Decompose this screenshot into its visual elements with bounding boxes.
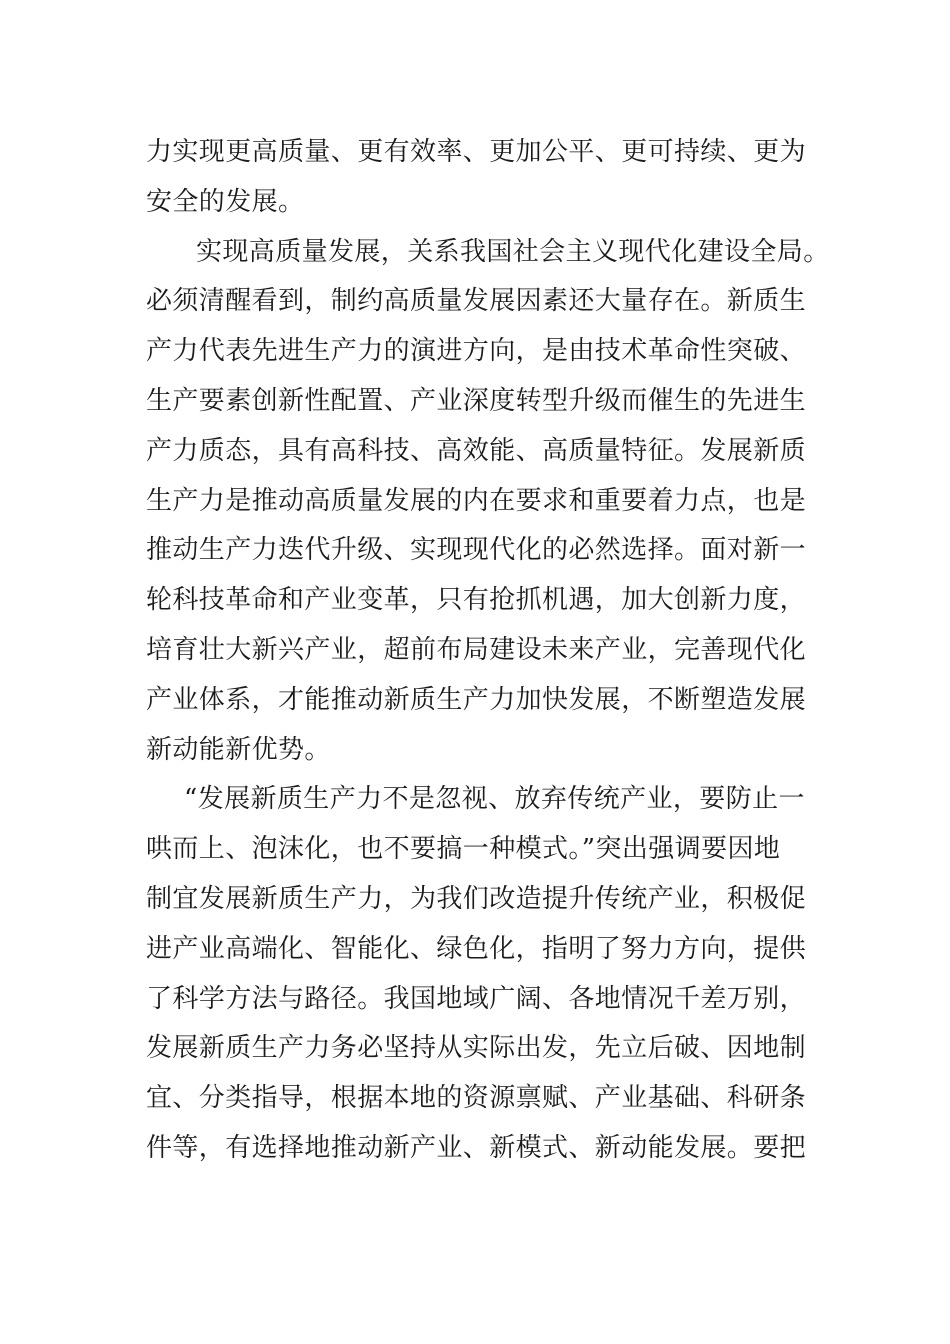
- text-line: 产力代表先进生产力的演进方向，是由技术革命性突破、: [146, 336, 807, 367]
- text-line: 生产要素创新性配置、产业深度转型升级而催生的先进生: [146, 385, 807, 416]
- text-line: 培育壮大新兴产业，超前布局建设未来产业，完善现代化: [146, 634, 807, 665]
- text-line: 件等，有选择地推动新产业、新模式、新动能发展。要把: [146, 1132, 807, 1163]
- text-line: 产业体系，才能推动新质生产力加快发展，不断塑造发展: [146, 684, 807, 715]
- text-line: 哄而上、泡沫化，也不要搞一种模式。”突出强调要因地: [146, 834, 781, 865]
- text-line: 发展新质生产力务必坚持从实际出发，先立后破、因地制: [146, 1033, 807, 1064]
- text-line: 制宜发展新质生产力，为我们改造提升传统产业，积极促: [146, 883, 807, 914]
- text-line: 力实现更高质量、更有效率、更加公平、更可持续、更为: [146, 137, 807, 167]
- text-line: 了科学方法与路径。我国地域广阔、各地情况千差万别，: [146, 983, 807, 1014]
- text-line: 产力质态，具有高科技、高效能、高质量特征。发展新质: [146, 435, 807, 466]
- text-line: 生产力是推动高质量发展的内在要求和重要着力点，也是: [146, 485, 807, 516]
- text-line: 宜、分类指导，根据本地的资源禀赋、产业基础、科研条: [146, 1083, 807, 1114]
- body-text: [146, 128, 830, 1174]
- text-line: 安全的发展。: [146, 186, 305, 217]
- text-line: 必须清醒看到，制约高质量发展因素还大量存在。新质生: [146, 286, 807, 317]
- paragraph-start-line: 实现高质量发展，关系我国社会主义现代化建设全局。: [196, 236, 830, 267]
- text-line: 推动生产力迭代升级、实现现代化的必然选择。面对新一: [146, 535, 807, 566]
- text-line: 轮科技革命和产业变革，只有抢抓机遇，加大创新力度，: [146, 585, 807, 616]
- text-line: 新动能新优势。: [146, 734, 331, 765]
- paragraph-start-line: “发展新质生产力不是忽视、放弃传统产业，要防止一: [184, 784, 805, 815]
- text-line: 进产业高端化、智能化、绿色化，指明了努力方向，提供: [146, 933, 807, 964]
